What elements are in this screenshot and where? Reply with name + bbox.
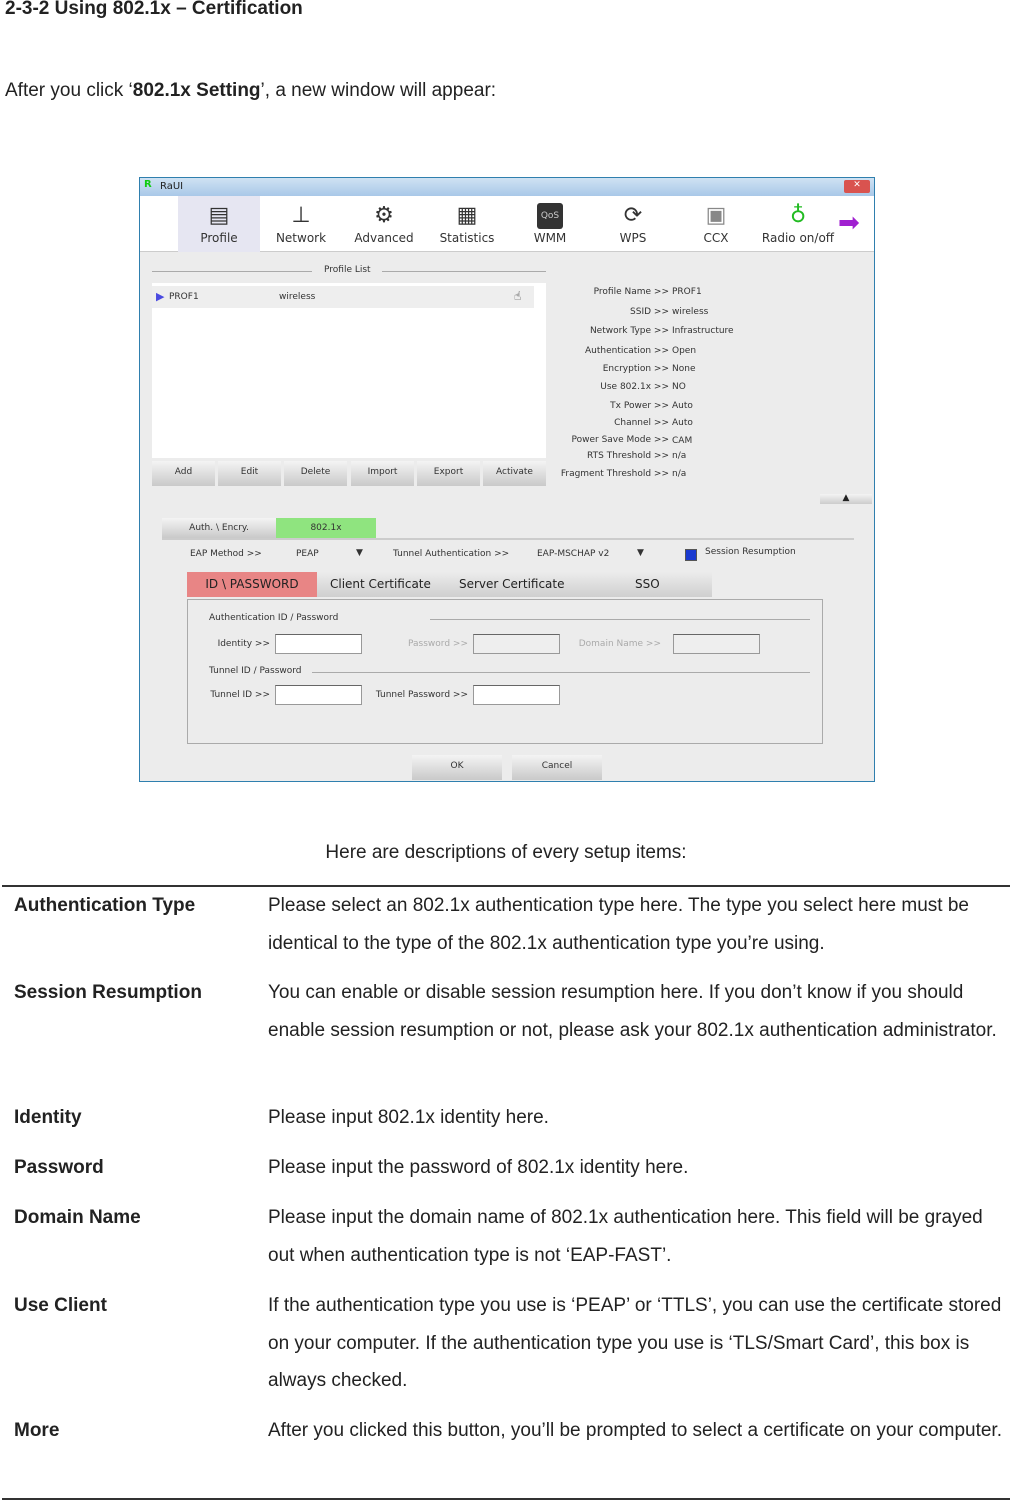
add-button[interactable]: Add	[152, 461, 215, 486]
subtab-client-certificate[interactable]: Client Certificate	[330, 577, 431, 591]
term: Domain Name	[14, 1207, 141, 1228]
identity-input[interactable]	[275, 634, 362, 654]
tunnel-group-label: Tunnel ID / Password	[209, 666, 302, 676]
info-label: RTS Threshold >>	[587, 451, 669, 461]
toolbar-wps[interactable]	[592, 196, 674, 252]
term: Password	[14, 1157, 104, 1178]
info-label: Tx Power >>	[610, 401, 669, 411]
info-value: NO	[672, 382, 686, 392]
wps-icon: ⟳	[623, 203, 643, 228]
toolbar-network[interactable]	[260, 196, 342, 252]
toolbar	[140, 196, 874, 252]
toolbar-profile[interactable]	[178, 196, 260, 252]
table-bottom-border	[2, 1498, 1010, 1500]
divider	[152, 271, 312, 272]
eap-method-label: EAP Method >>	[190, 549, 262, 559]
gear-icon: ⚙	[374, 203, 394, 228]
section-heading: 2-3-2 Using 802.1x – Certification	[5, 0, 303, 19]
info-value: Open	[672, 346, 697, 356]
toolbar-label: WMM	[533, 231, 567, 245]
definition: After you clicked this button, you’ll be prompted to select a certificate on your computer.	[268, 1420, 1002, 1441]
tunnel-auth-select[interactable]	[532, 545, 652, 563]
info-label: Network Type >>	[589, 326, 669, 336]
definition: You can enable or disable session resumption here. If you don’t know if you should enable session resumption or not, please ask your 802.1x authentication administrator.	[268, 982, 997, 1041]
divider	[382, 271, 546, 272]
divider	[312, 672, 810, 673]
term: Authentication Type	[14, 895, 196, 916]
toolbar-radio[interactable]	[757, 196, 839, 252]
auth-group-label: Authentication ID / Password	[209, 613, 339, 623]
tunnel-auth-label: Tunnel Authentication >>	[393, 549, 510, 559]
subtab-id-password[interactable]: ID \ PASSWORD	[187, 572, 317, 597]
intro-before: After you click ‘	[5, 80, 133, 101]
window-title: RaUI	[160, 181, 184, 192]
toolbar-label: WPS	[619, 231, 647, 245]
definition: Please input 802.1x identity here.	[268, 1107, 549, 1128]
subtab-sso[interactable]: SSO	[635, 577, 660, 591]
app-logo-icon: R	[144, 179, 152, 190]
tunnel-id-input[interactable]	[275, 685, 362, 705]
ok-button[interactable]: OK	[412, 755, 502, 780]
hand-icon: ☝	[514, 289, 522, 303]
toolbar-label: CCX	[703, 231, 729, 245]
definition: Please select an 802.1x authentication type here. The type you select here must be identical to the type of the 802.1x authentication type you’re using.	[268, 895, 969, 954]
info-label: SSID >>	[630, 307, 669, 317]
activate-button[interactable]: Activate	[483, 461, 546, 486]
info-value: None	[672, 364, 696, 374]
intro-bold: 802.1x Setting	[132, 80, 261, 101]
cancel-button[interactable]: Cancel	[512, 755, 602, 780]
profile-name: PROF1	[169, 292, 199, 302]
router-icon: ⊥	[291, 203, 311, 228]
password-label: Password >>	[408, 639, 468, 649]
info-label: Profile Name >>	[593, 287, 669, 297]
toolbar-label: Advanced	[354, 231, 414, 245]
eap-method-select[interactable]	[290, 545, 372, 563]
toolbar-label: Profile	[200, 231, 238, 245]
term: Identity	[14, 1107, 82, 1128]
term: Use Client	[14, 1295, 107, 1316]
intro-after: ’, a new window will appear:	[260, 80, 497, 101]
profile-list-label: Profile List	[324, 265, 371, 275]
info-value: CAM	[672, 436, 693, 446]
antenna-icon: ♁	[789, 203, 807, 228]
info-value: Auto	[672, 418, 693, 428]
toolbar-ccx[interactable]	[675, 196, 757, 252]
definition: If the authentication type you use is ‘PEAP’ or ‘TTLS’, you can use the certificate stored on your computer. If the authentication type you use is ‘TLS/Smart Card’, this box is always checked.	[268, 1295, 1002, 1391]
info-value: Infrastructure	[672, 326, 734, 336]
qos-icon: QoS	[537, 203, 563, 229]
toolbar-label: Radio on/off	[761, 231, 835, 245]
profile-ssid: wireless	[279, 292, 316, 302]
subtab-server-certificate[interactable]: Server Certificate	[459, 577, 565, 591]
dropdown-arrow-icon: ▼	[356, 548, 363, 558]
term: More	[14, 1420, 60, 1441]
collapse-button[interactable]	[820, 494, 872, 504]
profile-icon: ▤	[208, 203, 230, 228]
toolbar-statistics[interactable]	[426, 196, 508, 252]
dropdown-arrow-icon: ▼	[637, 548, 644, 558]
raui-window	[139, 177, 875, 782]
close-button[interactable]: ✕	[844, 180, 870, 193]
session-resumption-checkbox[interactable]	[685, 549, 697, 561]
info-value: Auto	[672, 401, 693, 411]
delete-button[interactable]: Delete	[284, 461, 347, 486]
info-value: PROF1	[672, 287, 702, 297]
triangle-up-icon: ▲	[842, 493, 850, 503]
session-resumption-label: Session Resumption	[705, 547, 796, 557]
definition: Please input the domain name of 802.1x authentication here. This field will be grayed out when authentication type is not ‘EAP-FAST’.	[268, 1207, 983, 1266]
title-bar	[140, 178, 874, 196]
tunnel-password-input[interactable]	[473, 685, 560, 705]
tunnel-auth-value: EAP-MSCHAP v2	[537, 549, 610, 559]
profile-row[interactable]	[152, 286, 534, 308]
divider	[162, 538, 854, 540]
domain-name-input[interactable]	[673, 634, 760, 654]
domain-name-label: Domain Name >>	[578, 639, 661, 649]
statistics-icon: ▦	[456, 203, 478, 228]
ccx-icon: ▣	[705, 203, 727, 228]
definition: Please input the password of 802.1x identity here.	[268, 1157, 689, 1178]
password-input[interactable]	[473, 634, 560, 654]
intro-text	[5, 80, 496, 102]
info-value: wireless	[672, 307, 709, 317]
info-label: Fragment Threshold >>	[560, 469, 669, 479]
term: Session Resumption	[14, 982, 202, 1003]
identity-label: Identity >>	[217, 639, 270, 649]
eap-method-value: PEAP	[296, 549, 319, 559]
info-label: Authentication >>	[584, 346, 669, 356]
info-value: n/a	[672, 451, 687, 461]
selected-arrow-icon: ▶	[156, 290, 165, 303]
toolbar-advanced[interactable]	[343, 196, 425, 252]
info-label: Encryption >>	[602, 364, 669, 374]
tab-auth-encry[interactable]: Auth. \ Encry.	[162, 518, 276, 538]
tab-8021x[interactable]: 802.1x	[276, 518, 376, 538]
import-button[interactable]: Import	[351, 461, 414, 486]
info-label: Channel >>	[614, 418, 669, 428]
info-label: Use 802.1x >>	[600, 382, 669, 392]
tunnel-id-label: Tunnel ID >>	[210, 690, 270, 700]
info-label: Power Save Mode >>	[571, 435, 669, 445]
toolbar-wmm[interactable]	[509, 196, 591, 252]
toolbar-label: Network	[275, 231, 327, 245]
export-button[interactable]: Export	[417, 461, 480, 486]
profile-list	[152, 283, 546, 458]
info-value: n/a	[672, 469, 687, 479]
divider	[430, 619, 810, 620]
toolbar-label: Statistics	[439, 231, 495, 245]
descriptions-intro: Here are descriptions of every setup items:	[325, 842, 687, 863]
arrow-right-icon[interactable]: ➡	[838, 208, 860, 238]
tunnel-password-label: Tunnel Password >>	[375, 690, 468, 700]
edit-button[interactable]: Edit	[218, 461, 281, 486]
